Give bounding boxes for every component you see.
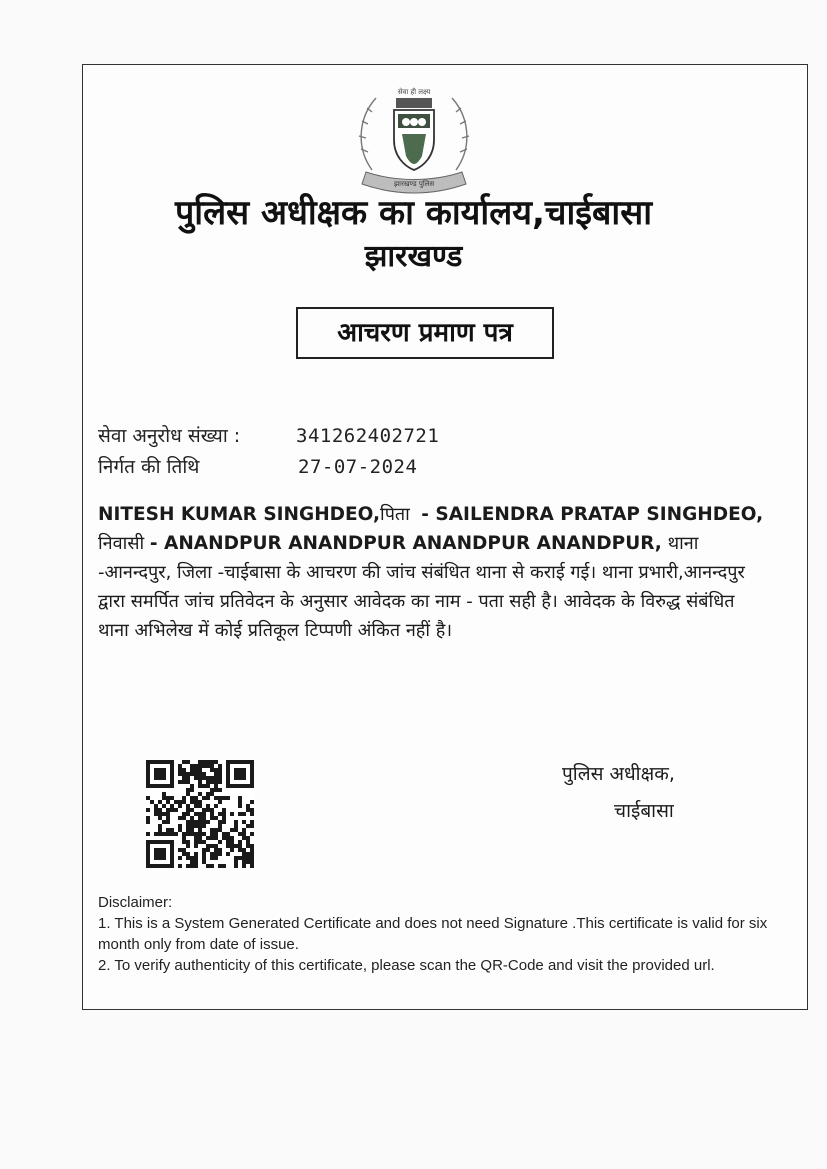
disclaimer-line-2: 2. To verify authenticity of this certificate, please scan the QR-Code and visit the provided url. — [98, 957, 715, 974]
resident-label: निवासी — [98, 533, 145, 554]
signatory-place: चाईबासा — [614, 800, 674, 822]
disclaimer-title: Disclaimer: — [98, 894, 173, 911]
verification-statement: थाना -आनन्दपुर, जिला -चाईबासा के आचरण की जांच संबंधित थाना से कराई गई। थाना प्रभारी,आनन्दपुर द्वारा समर्पित जांच प्रतिवेदन के अनुसार आवेदक का नाम - पता सही है। आवेदक के विरुद्ध संबंधित थाना अभिलेख में कोई प्रतिकूल टिप्पणी अंकित नहीं है। — [98, 533, 745, 641]
applicant-name: NITESH KUMAR SINGHDEO, — [98, 504, 381, 525]
certificate-title: आचरण प्रमाण पत्र — [296, 307, 554, 359]
state-title: झारखण्ड — [364, 239, 463, 274]
service-request-row — [98, 422, 439, 450]
issue-date-row — [98, 453, 417, 481]
father-name: - SAILENDRA PRATAP SINGHDEO, — [421, 504, 764, 525]
applicant-address: - ANANDPUR ANANDPUR ANANDPUR ANANDPUR, — [149, 533, 662, 554]
svg-text:झारखण्ड पुलिस: झारखण्ड पुलिस — [393, 180, 435, 188]
svg-text:सेवा ही लक्ष्य: सेवा ही लक्ष्य — [397, 88, 431, 96]
issue-date-label: निर्गत की तिथि — [98, 456, 200, 478]
disclaimer-section — [98, 892, 768, 976]
service-request-label: सेवा अनुरोध संख्या : — [98, 425, 241, 447]
office-title: पुलिस अधीक्षक का कार्यालय,चाईबासा — [175, 193, 652, 233]
service-request-number: 341262402721 — [296, 425, 440, 447]
signatory-designation: पुलिस अधीक्षक, — [562, 763, 675, 785]
issue-date-value: 27-07-2024 — [298, 456, 418, 478]
disclaimer-line-1: 1. This is a System Generated Certificate and does not need Signature .This certificate is valid for six month only from date of issue. — [98, 915, 768, 953]
certificate-body — [98, 500, 770, 645]
verification-qr-code[interactable] — [146, 760, 254, 868]
father-label: पिता — [380, 504, 410, 525]
police-emblem-icon — [350, 82, 478, 200]
